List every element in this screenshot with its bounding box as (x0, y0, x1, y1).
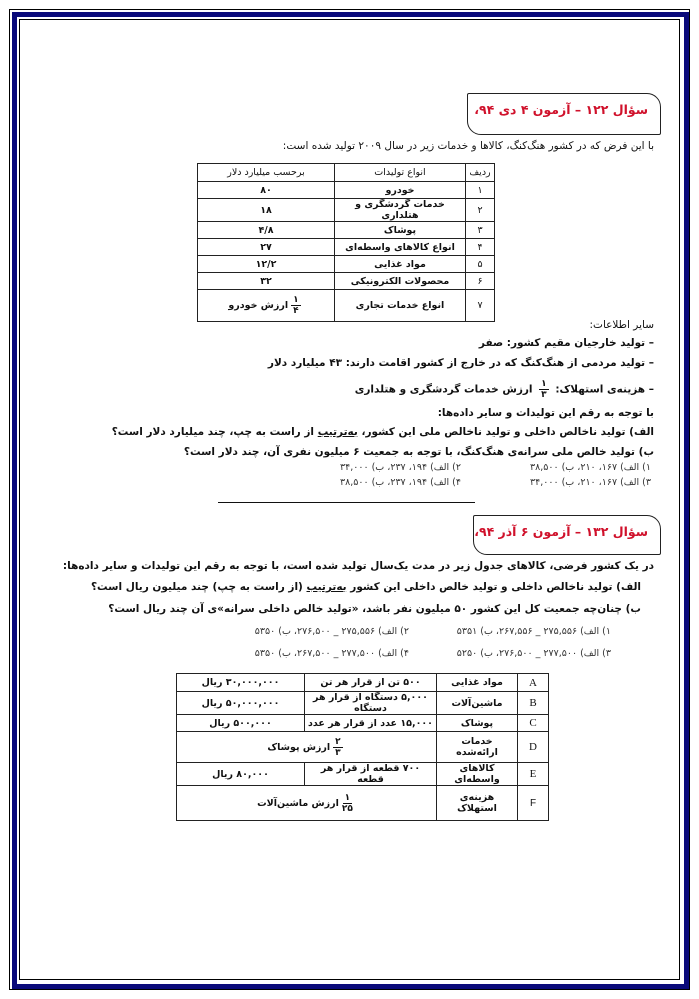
numerator: ۲ (335, 736, 341, 747)
part-b: ب) چنان‌چه جمعیت کل این کشور ۵۰ میلیون نفر باشد، «تولید خالص داخلی سرانه»ی آن چند ریال است؟ (108, 603, 641, 615)
item-name: هزینه‌ی استهلاک (437, 786, 518, 821)
numerator: ۱ (293, 295, 299, 305)
depreciation-label: – هزینه‌ی استهلاک: (555, 383, 654, 396)
denominator: ۴ (293, 306, 299, 316)
item-quantity: ۵۰۰ تن از قرار هر تن (305, 674, 437, 692)
table-row (198, 273, 495, 290)
item-price: ۸۰,۰۰۰ ریال (177, 763, 305, 786)
value-text: ارزش خودرو (228, 300, 289, 311)
denominator: ۳ (541, 390, 547, 400)
row-number: ۴ (466, 239, 495, 256)
table-row (177, 763, 549, 786)
denominator: ۲۵ (341, 803, 353, 814)
info-line: – تولید خارجیان مقیم کشور: صفر (478, 337, 654, 349)
part-a-underlined: به‌ترتیب (306, 581, 347, 593)
part-b: ب) تولید خالص ملی سرانه‌ی هنگ‌کنگ، با توجه به جمعیت ۶ میلیون نفری آن، چند دلار است؟ (183, 446, 654, 458)
products-table (197, 163, 495, 322)
option-2[interactable]: ۲) الف) ۲۷۵,۵۵۶ _ ۲۷۶,۵۰۰، ب) ۵۳۵۰ (254, 626, 409, 637)
row-letter: C (518, 715, 549, 732)
row-letter: B (518, 692, 549, 715)
lead-text: با توجه به رقم این تولیدات و سایر داده‌ها: (437, 407, 654, 419)
fraction (333, 737, 343, 758)
row-number: ۱ (466, 182, 495, 199)
row-number: ۵ (466, 256, 495, 273)
part-a-text: الف) تولید ناخالص داخلی و تولید خالص داخلی این کشور (350, 581, 641, 593)
option-4[interactable]: ۴) الف) ۲۷۷,۵۰۰ _ ۲۶۷,۵۰۰، ب) ۵۳۵۰ (254, 648, 409, 659)
item-name: پوشاک (437, 715, 518, 732)
row-letter: F (518, 786, 549, 821)
depreciation-text: ارزش خدمات گردشگری و هتلداری (354, 383, 533, 396)
product-value: ۱۲/۲ (198, 256, 335, 273)
item-quantity: ۵,۰۰۰ دستگاه از قرار هر دستگاه (305, 692, 437, 715)
question-1-banner (467, 93, 661, 135)
item-name: ماشین‌آلات (437, 692, 518, 715)
part-a-text: (از راست به چپ) چند میلیون ریال است؟ (90, 581, 303, 593)
value-text: ارزش ماشین‌آلات (257, 797, 339, 809)
option-2[interactable]: ۲) الف) ۱۹۴، ۲۳۷، ب) ۳۴,۰۰۰ (340, 462, 461, 473)
part-a (112, 426, 654, 438)
question-2-banner (473, 515, 661, 555)
table-row (198, 256, 495, 273)
info-line-depreciation (355, 379, 654, 400)
question-2-intro: در یک کشور فرضی، کالاهای جدول زیر در مدت یک‌سال تولید شده است، با توجه به رقم این تولیدات و سایر داده‌ها: (62, 560, 654, 572)
table-header-row (198, 164, 495, 182)
row-letter: D (518, 732, 549, 763)
product-value (198, 290, 335, 322)
table-row (198, 182, 495, 199)
row-number: ۷ (466, 290, 495, 322)
product-value: ۲۷ (198, 239, 335, 256)
option-4[interactable]: ۴) الف) ۱۹۴، ۲۳۷، ب) ۳۸,۵۰۰ (340, 477, 461, 488)
table-row (198, 290, 495, 322)
info-line: – تولید مردمی از هنگ‌کنگ که در خارج از کشور اقامت دارند: ۴۳ میلیارد دلار (267, 357, 654, 369)
item-value (177, 732, 437, 763)
header-value: برحسب میلیارد دلار (198, 164, 335, 182)
product-value: ۴/۸ (198, 222, 335, 239)
item-name: مواد غذایی (437, 674, 518, 692)
table-row (198, 239, 495, 256)
question-1-title: سؤال ۱۲۲ – آزمون ۴ دی ۹۴، (474, 102, 648, 117)
product-value: ۳۲ (198, 273, 335, 290)
item-price: ۵۰۰,۰۰۰ ریال (177, 715, 305, 732)
option-1[interactable]: ۱) الف) ۲۷۵,۵۵۶ _ ۲۶۷,۵۵۶، ب) ۵۳۵۱ (456, 626, 611, 637)
part-a-text: الف) تولید ناخالص داخلی و تولید ناخالص ملی این کشور، (361, 426, 654, 438)
table-row (177, 674, 549, 692)
option-3[interactable]: ۳) الف) ۲۷۷,۵۰۰ _ ۲۷۶,۵۰۰، ب) ۵۲۵۰ (456, 648, 611, 659)
item-price: ۳۰,۰۰۰,۰۰۰ ریال (177, 674, 305, 692)
item-name: خدمات ارائه‌شده (437, 732, 518, 763)
table-row (198, 199, 495, 222)
product-value: ۱۸ (198, 199, 335, 222)
table-row (198, 222, 495, 239)
option-1[interactable]: ۱) الف) ۱۶۷، ۲۱۰، ب) ۳۸,۵۰۰ (530, 462, 651, 473)
product-type: انواع خدمات تجاری (335, 290, 466, 322)
row-letter: A (518, 674, 549, 692)
table-row (177, 732, 549, 763)
header-row-number: ردیف (466, 164, 495, 182)
product-type: پوشاک (335, 222, 466, 239)
value-text: ارزش پوشاک (267, 741, 331, 753)
option-3[interactable]: ۳) الف) ۱۶۷، ۲۱۰، ب) ۳۴,۰۰۰ (530, 477, 651, 488)
product-type: خدمات گردشگری و هتلداری (335, 199, 466, 222)
row-number: ۲ (466, 199, 495, 222)
section-divider (218, 502, 475, 503)
row-letter: E (518, 763, 549, 786)
table-row (177, 715, 549, 732)
part-a-underlined: به‌ترتیب (317, 426, 358, 438)
fraction (291, 295, 301, 316)
product-value: ۸۰ (198, 182, 335, 199)
part-a-text: از راست به چپ، چند میلیارد دلار است؟ (111, 426, 315, 438)
numerator: ۱ (344, 792, 351, 803)
question-2-title: سؤال ۱۳۲ – آزمون ۶ آذر ۹۴، (474, 524, 648, 539)
product-type: مواد غذایی (335, 256, 466, 273)
item-name: کالاهای واسطه‌ای (437, 763, 518, 786)
fraction (539, 379, 549, 400)
goods-table (176, 673, 549, 821)
item-quantity: ۱۵,۰۰۰ عدد از قرار هر عدد (305, 715, 437, 732)
item-quantity: ۷۰۰ قطعه از قرار هر قطعه (305, 763, 437, 786)
table-row (177, 786, 549, 821)
header-product-type: انواع تولیدات (335, 164, 466, 182)
info-title: سایر اطلاعات: (589, 319, 654, 331)
row-number: ۶ (466, 273, 495, 290)
denominator: ۳ (335, 747, 341, 758)
item-value (177, 786, 437, 821)
question-1-intro: با این فرض که در کشور هنگ‌کنگ، کالاها و خدمات زیر در سال ۲۰۰۹ تولید شده است: (282, 140, 654, 152)
product-type: محصولات الکترونیکی (335, 273, 466, 290)
fraction (342, 793, 353, 814)
row-number: ۳ (466, 222, 495, 239)
part-a (91, 581, 641, 593)
table-row (177, 692, 549, 715)
item-price: ۵۰,۰۰۰,۰۰۰ ریال (177, 692, 305, 715)
product-type: انواع کالاهای واسطه‌ای (335, 239, 466, 256)
product-type: خودرو (335, 182, 466, 199)
numerator: ۱ (541, 379, 547, 389)
